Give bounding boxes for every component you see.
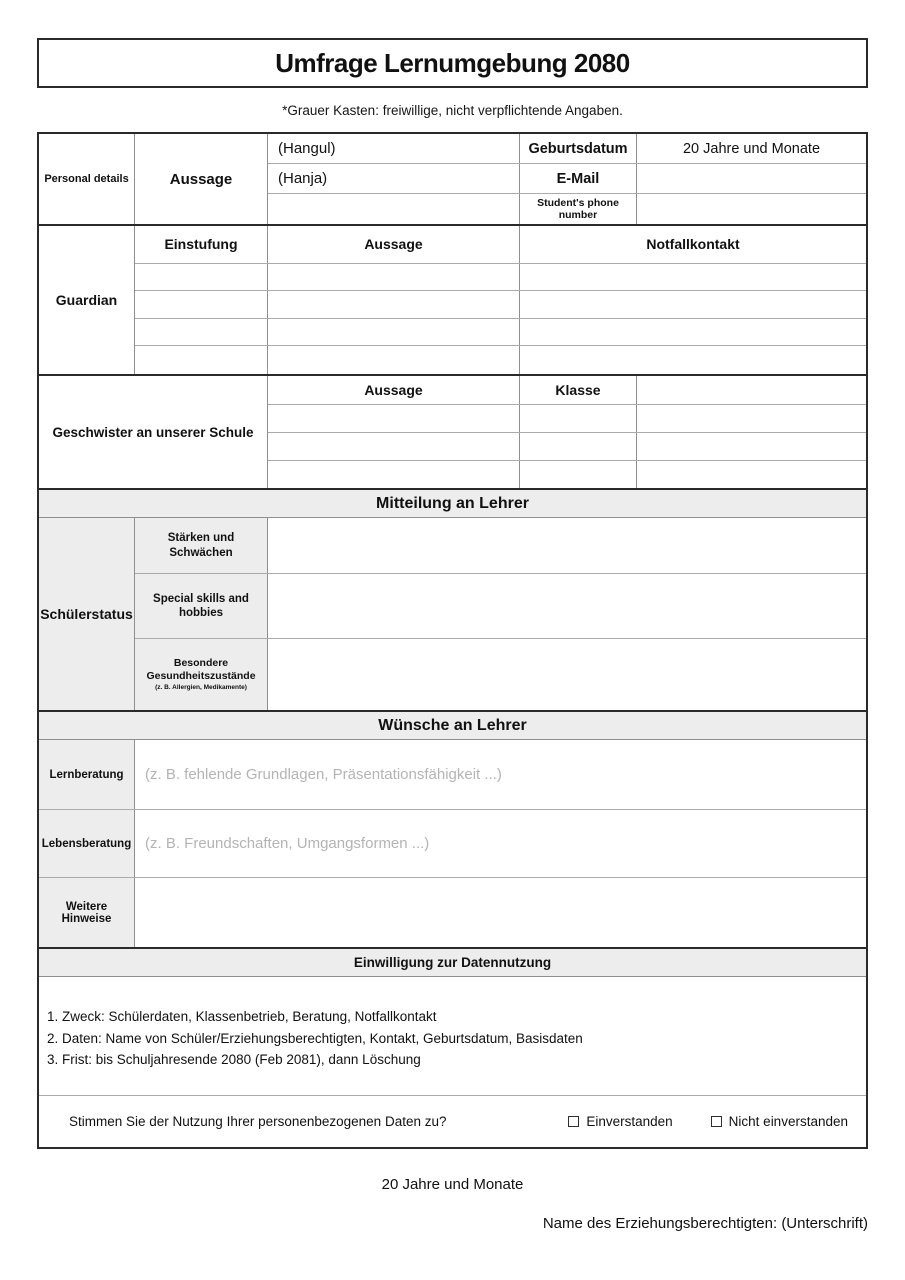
email-value[interactable]	[637, 164, 866, 193]
band-message-to-teacher: Mitteilung an Lehrer	[39, 488, 866, 518]
form-title-box	[37, 38, 868, 88]
consent-term-data: 2. Daten: Name von Schüler/Erziehungsberechtigten, Kontakt, Geburtsdatum, Basisdaten	[47, 1030, 583, 1046]
learning-advice-label: Lernberatung	[39, 740, 135, 809]
survey-form-table	[37, 132, 868, 1149]
section-wishes	[39, 740, 866, 947]
page-title: Umfrage Lernumgebung 2080	[275, 47, 630, 78]
special-skills-label: Special skills and hobbies	[135, 574, 268, 638]
siblings-klasse-input[interactable]	[520, 405, 637, 432]
siblings-extra-input[interactable]	[637, 461, 866, 489]
option-agree[interactable]	[568, 1114, 672, 1129]
gray-box-note: *Grauer Kasten: freiwillige, nicht verpflichtende Angaben.	[282, 103, 623, 118]
guardian-label: Guardian	[39, 226, 135, 374]
life-advice-input[interactable]: (z. B. Freundschaften, Umgangsformen ...)	[145, 835, 430, 852]
guardian-header-einstufung: Einstufung	[135, 226, 268, 263]
footer-date-line: 20 Jahre und Monate	[381, 1176, 524, 1193]
section-siblings	[39, 374, 866, 488]
life-advice-label: Lebensberatung	[39, 810, 135, 877]
guardian-einstufung-input[interactable]	[135, 264, 268, 291]
section-guardian	[39, 224, 866, 374]
special-skills-input[interactable]	[268, 574, 866, 638]
siblings-empty-row	[268, 433, 866, 461]
guardian-einstufung-input[interactable]	[135, 291, 268, 318]
hangul-name-field[interactable]: (Hangul)	[268, 134, 520, 163]
strengths-weaknesses-label: Stärken und Schwächen	[135, 518, 268, 573]
hanja-name-field[interactable]: (Hanja)	[268, 164, 520, 193]
siblings-aussage-input[interactable]	[268, 405, 520, 432]
name-extra-field[interactable]	[268, 194, 520, 224]
student-phone-label: Student's phone number	[520, 194, 637, 224]
health-conditions-sublabel: (z. B. Allergien, Medikamente)	[155, 683, 247, 691]
consent-question: Stimmen Sie der Nutzung Ihrer personenbezogenen Daten zu?	[69, 1114, 447, 1129]
guardian-empty-row	[135, 319, 866, 347]
guardian-empty-row	[135, 264, 866, 292]
personal-details-label: Personal details	[39, 134, 135, 224]
student-status-label: Schülerstatus	[39, 518, 135, 710]
personal-name-label: Aussage	[135, 134, 268, 224]
option-disagree-label: Nicht einverstanden	[728, 1114, 848, 1129]
other-notes-input[interactable]	[135, 878, 866, 947]
siblings-label: Geschwister an unserer Schule	[39, 376, 268, 488]
consent-term-retention: 3. Frist: bis Schuljahresende 2080 (Feb 2081), dann Löschung	[47, 1052, 421, 1067]
footer-signature-line: Name des Erziehungsberechtigten: (Unterschrift)	[542, 1215, 868, 1232]
guardian-header-aussage: Aussage	[268, 226, 520, 263]
siblings-empty-row	[268, 405, 866, 433]
guardian-header-notfallkontakt: Notfallkontakt	[646, 236, 740, 253]
guardian-aussage-input[interactable]	[268, 264, 520, 291]
band-wishes-to-teacher: Wünsche an Lehrer	[39, 710, 866, 740]
guardian-notfallkontakt-input[interactable]	[520, 319, 866, 346]
email-label: E-Mail	[520, 164, 637, 193]
guardian-notfallkontakt-input[interactable]	[520, 291, 866, 318]
section-student-status	[39, 518, 866, 710]
guardian-einstufung-input[interactable]	[135, 319, 268, 346]
guardian-aussage-input[interactable]	[268, 319, 520, 346]
siblings-extra-input[interactable]	[637, 405, 866, 432]
consent-terms	[39, 977, 866, 1095]
birthdate-label: Geburtsdatum	[520, 134, 637, 163]
guardian-aussage-input[interactable]	[268, 291, 520, 318]
checkbox-agree-icon[interactable]	[568, 1116, 579, 1127]
guardian-notfallkontakt-input[interactable]	[520, 264, 866, 291]
option-disagree[interactable]	[711, 1114, 848, 1129]
birthdate-value[interactable]: 20 Jahre und Monate	[682, 140, 821, 157]
siblings-header-extra	[637, 376, 866, 404]
strengths-weaknesses-input[interactable]	[268, 518, 866, 573]
siblings-empty-row	[268, 461, 866, 489]
siblings-aussage-input[interactable]	[268, 433, 520, 460]
consent-term-purpose: 1. Zweck: Schülerdaten, Klassenbetrieb, Beratung, Notfallkontakt	[47, 1009, 437, 1024]
guardian-notfallkontakt-input[interactable]	[520, 346, 866, 374]
option-agree-label: Einverstanden	[586, 1114, 673, 1129]
guardian-empty-row	[135, 346, 866, 374]
health-conditions-label: Besondere Gesundheitszustände (z. B. Allergien, Medikamente)	[135, 639, 268, 710]
health-conditions-input[interactable]	[268, 639, 866, 710]
student-phone-value[interactable]	[637, 194, 866, 224]
guardian-empty-row	[135, 291, 866, 319]
section-personal-details	[39, 134, 866, 224]
band-consent: Einwilligung zur Datennutzung	[39, 947, 866, 977]
siblings-klasse-input[interactable]	[520, 433, 637, 460]
siblings-klasse-input[interactable]	[520, 461, 637, 489]
siblings-header-klasse: Klasse	[520, 376, 637, 404]
consent-question-row	[39, 1095, 866, 1147]
other-notes-label: Weitere Hinweise	[39, 878, 135, 947]
guardian-aussage-input[interactable]	[268, 346, 520, 374]
siblings-header-aussage: Aussage	[268, 376, 520, 404]
checkbox-disagree-icon[interactable]	[711, 1116, 722, 1127]
siblings-aussage-input[interactable]	[268, 461, 520, 489]
guardian-einstufung-input[interactable]	[135, 346, 268, 374]
siblings-extra-input[interactable]	[637, 433, 866, 460]
learning-advice-input[interactable]: (z. B. fehlende Grundlagen, Präsentationsfähigkeit ...)	[145, 766, 502, 783]
